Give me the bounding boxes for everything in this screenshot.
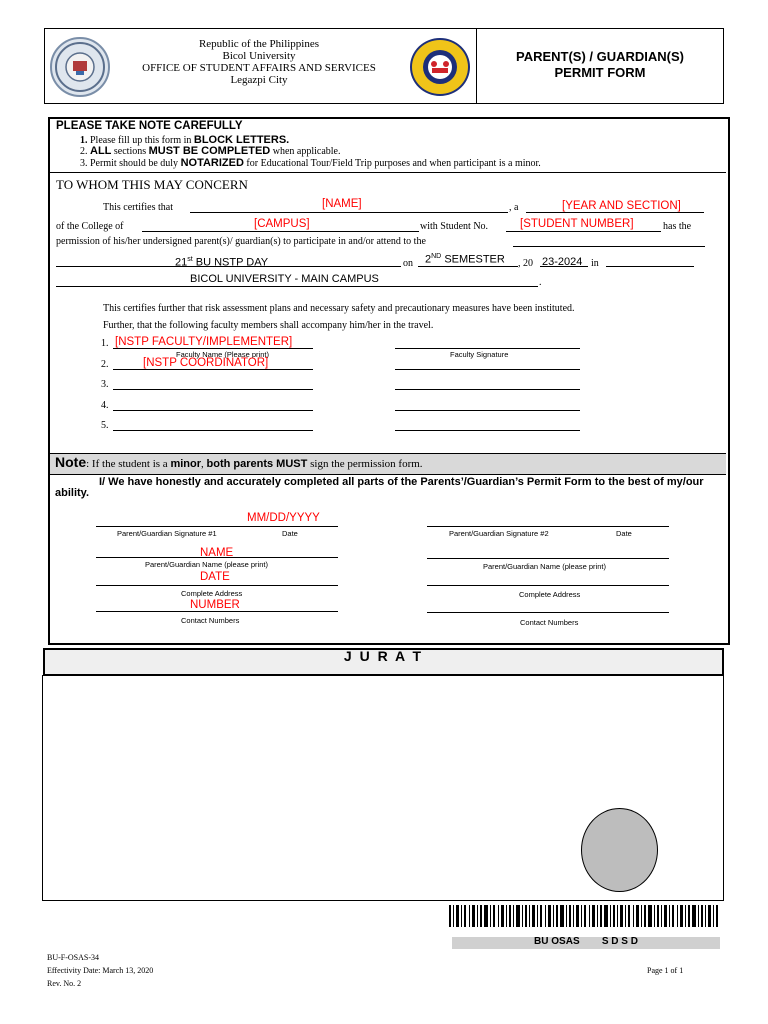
faculty-accompany-text: Further, that the following faculty members shall accompany him/her in the travel. [103,320,434,331]
parent-name-2-line[interactable] [427,558,669,559]
event-prefix: 21 [175,256,188,269]
item-number: 2. [80,146,88,157]
faculty-sig-line-2 [395,369,580,370]
instruction-item-2 [80,145,340,157]
place-line [606,266,694,267]
parent-name-field[interactable]: NAME [200,547,234,559]
faculty-name-line-5[interactable] [113,430,313,431]
signature-1-date-field[interactable]: MM/DD/YYYY [247,512,320,524]
item-bold-notarized: NOTARIZED [180,157,244,169]
faculty-row-4-num: 4. [101,400,109,411]
form-title-line2: PERMIT FORM [554,65,646,80]
item-text: sections [113,146,147,157]
page-number: Page 1 of 1 [647,966,684,975]
parent-name-1-caption: Parent/Guardian Name (please print) [145,560,268,569]
student-name-field[interactable]: [NAME] [322,198,362,210]
signature-2-line[interactable] [427,526,669,527]
bicol-university-logo [50,37,110,97]
note-label: Note [55,454,87,470]
revision-number: Rev. No. 2 [47,979,82,988]
faculty-name-line-2 [113,369,313,370]
bu-seal-icon [52,39,108,95]
jurat-title: J U R A T [343,648,424,664]
faculty-row-1-num: 1. [101,338,109,349]
name-line [190,212,508,213]
faculty-sig-line-5[interactable] [395,430,580,431]
address-2-line[interactable] [427,585,669,586]
semester-line [418,266,518,267]
item-text: Permit should be duly [90,158,179,169]
student-number-field[interactable]: [STUDENT NUMBER] [520,218,634,230]
faculty-row-5-num: 5. [101,420,109,431]
venue-line [56,286,538,287]
student-no-label: with Student No. [420,221,489,232]
date-1-caption: Date [282,529,298,538]
faculty-name-line-3[interactable] [113,389,313,390]
semester-sup: ND [431,253,442,260]
header-divider [476,28,477,104]
college-line [142,231,419,232]
instruction-item-3 [80,157,541,169]
faculty-name-field-1[interactable]: [NSTP FACULTY/IMPLEMENTER] [115,336,293,348]
city-text: Legazpi City [230,74,288,86]
republic-text: Republic of the Philippines [198,38,320,50]
venue-period: . [539,277,542,288]
faculty-name-caption: Faculty Name (Please print) [176,350,269,359]
faculty-signature-caption: Faculty Signature [450,350,509,359]
a-label: , a [509,202,519,213]
faculty-sig-line-1 [395,348,580,349]
note-text [55,454,423,470]
salutation: TO WHOM THIS MAY CONCERN [56,177,248,192]
signature-2-caption: Parent/Guardian Signature #2 [449,529,549,538]
faculty-name-line-1 [113,348,313,349]
osas-logo [410,38,470,96]
year-section-field[interactable]: [YEAR AND SECTION] [562,200,681,212]
note-text-2: , [201,458,204,470]
faculty-row-2-num: 2. [101,359,109,370]
semester-prefix: 2 [425,253,432,266]
semester-name: SEMESTER [444,253,505,266]
note-text-1: : If the student is a [86,458,168,470]
venue-field[interactable]: BICOL UNIVERSITY - MAIN CAMPUS [190,273,379,285]
faculty-name-line-4[interactable] [113,410,313,411]
item-bold-all: ALL [90,145,112,157]
date-2-caption: Date [616,529,632,538]
form-title-line1: PARENT(S) / GUARDIAN(S) [515,49,685,64]
office-text: OFFICE OF STUDENT AFFAIRS AND SERVICES [142,62,376,74]
permission-text: permission of his/her undersigned parent(s)/ guardian(s) to participate in and/or attend to the [56,236,426,247]
note-minor: minor [170,458,202,470]
faculty-row-3-num: 3. [101,379,109,390]
item-number: 3. [80,158,88,169]
campus-field[interactable]: [CAMPUS] [254,218,310,230]
certifies-that-label: This certifies that [103,202,173,213]
risk-assessment-text: This certifies further that risk assessment plans and necessary safety and precautionary measures have been instituted. [103,303,575,314]
year-section-line [526,212,704,213]
address-1-line[interactable] [96,585,338,586]
contact-1-line[interactable] [96,611,338,612]
notary-seal-placeholder [581,808,658,892]
on-label: on [403,258,413,269]
item-number: 1. [80,135,88,146]
osas-seal-icon [412,40,468,94]
item-bold-completed: MUST BE COMPLETED [148,145,271,157]
instructions-divider [50,172,726,173]
college-label: of the College of [56,221,124,232]
item-text-2: when applicable. [272,146,341,157]
school-year-field[interactable]: 23-2024 [542,256,583,268]
address-field[interactable]: DATE [200,571,230,583]
event-sup: st [187,256,193,263]
declaration-text: I/ We have honestly and accurately completed all parts of the Parents’/Guardian’s Permit Form to the best of my/our ability. [55,476,704,499]
university-text: Bicol University [222,50,296,62]
faculty-sig-line-3[interactable] [395,389,580,390]
effectivity-date: Effectivity Date: March 13, 2020 [47,966,154,975]
barcode-label: BU OSAS S D S D [534,936,638,947]
parent-name-2-caption: Parent/Guardian Name (please print) [483,562,606,571]
form-title [480,49,720,81]
activity-line [513,246,705,247]
contact-2-line[interactable] [427,612,669,613]
address-2-caption: Complete Address [519,590,581,599]
contact-2-caption: Contact Numbers [520,618,579,627]
item-text-2: for Educational Tour/Field Trip purposes and when participant is a minor. [246,158,541,169]
signature-1-caption: Parent/Guardian Signature #1 [117,529,217,538]
event-name: BU NSTP DAY [195,256,269,269]
faculty-name-field-2[interactable]: [NSTP COORDINATOR] [143,357,269,369]
address-1-caption: Complete Address [181,589,243,598]
item-bold: BLOCK LETTERS. [193,134,290,146]
note-text-3: sign the permission form. [310,458,423,470]
semester-field[interactable] [425,253,505,266]
has-the-label: has the [663,221,692,232]
signature-1-line[interactable] [96,526,338,527]
header-text-block [110,38,408,86]
form-code: BU-F-OSAS-34 [47,953,100,962]
in-label: in [591,258,599,269]
student-no-line [506,231,661,232]
instructions-heading: PLEASE TAKE NOTE CAREFULLY [56,120,243,132]
barcode-icon [449,905,721,927]
item-text: Please fill up this form in [90,135,192,146]
faculty-sig-line-4[interactable] [395,410,580,411]
year-prefix: , 20 [518,258,533,269]
event-field[interactable] [175,256,268,269]
contact-1-caption: Contact Numbers [181,616,240,625]
contact-number-field[interactable]: NUMBER [190,599,240,611]
note-both-parents: both parents MUST [206,458,308,470]
